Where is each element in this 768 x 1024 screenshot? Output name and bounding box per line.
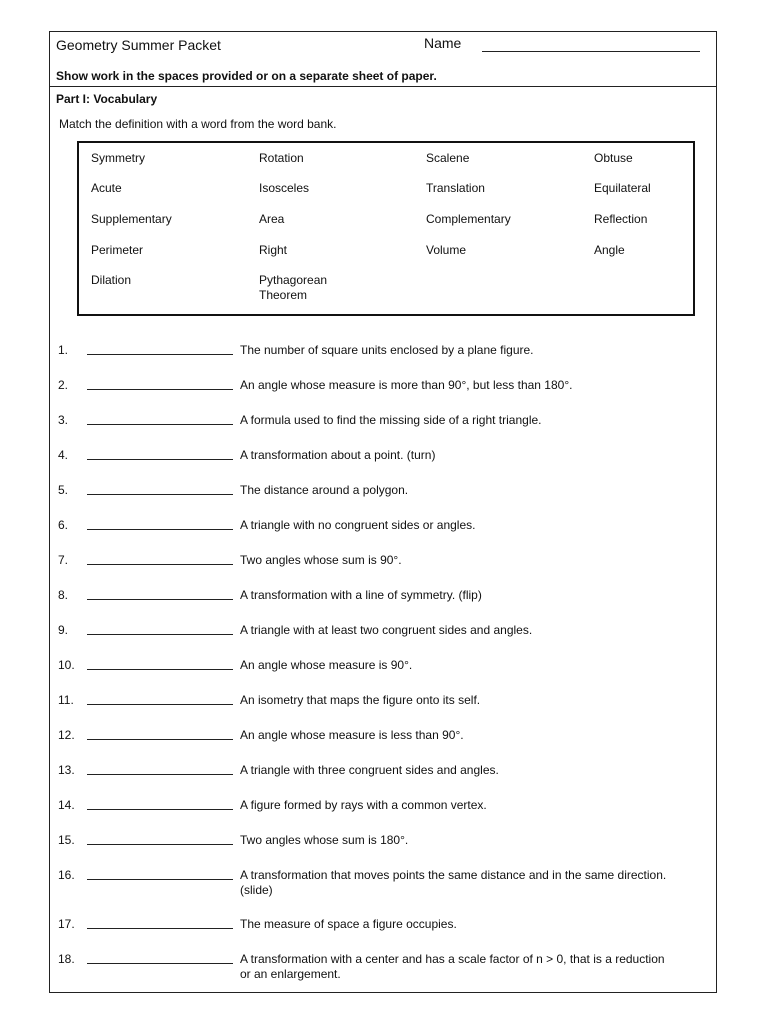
question-number: 4. [58,448,69,462]
question-number: 8. [58,588,69,602]
definition-text: The distance around a polygon. [240,483,409,497]
definition-text: The measure of space a figure occupies. [240,917,457,931]
answer-blank[interactable] [87,774,233,775]
question-number: 11. [58,693,74,707]
question-number: 14. [58,798,75,812]
question-number: 7. [58,553,69,567]
word-bank-term: Pythagorean Theorem [259,273,328,302]
definition-text: An angle whose measure is less than 90°. [240,728,464,742]
question-number: 5. [58,483,69,497]
word-bank-row [91,151,681,181]
answer-blank[interactable] [87,354,233,355]
word-bank-term: Translation [426,181,485,195]
answer-blank[interactable] [87,928,233,929]
definition-text: A transformation that moves points the same distance and in the same direction. (slide) [240,868,667,897]
word-bank-term: Supplementary [91,212,172,226]
question-number: 9. [58,623,69,637]
answer-blank[interactable] [87,459,233,460]
answer-blank[interactable] [87,564,233,565]
answer-blank[interactable] [87,424,233,425]
word-bank-term: Isosceles [259,181,310,195]
answer-blank[interactable] [87,704,233,705]
definition-text: An angle whose measure is more than 90°, but less than 180°. [240,378,573,392]
word-bank-term: Volume [426,243,467,257]
definition-text: A triangle with no congruent sides or angles. [240,518,476,532]
definition-text: An angle whose measure is 90°. [240,658,413,672]
question-number: 12. [58,728,75,742]
definition-text: A triangle with three congruent sides and angles. [240,763,499,777]
question-number: 17. [58,917,75,931]
word-bank-term: Area [259,212,285,226]
word-bank-term: Angle [594,243,625,257]
word-bank-term: Right [259,243,288,257]
worksheet-title: Geometry Summer Packet [56,37,221,53]
definition-text: A formula used to find the missing side of a right triangle. [240,413,542,427]
word-bank [77,141,695,316]
question-number: 18. [58,952,75,966]
answer-blank[interactable] [87,529,233,530]
definition-text: The number of square units enclosed by a plane figure. [240,343,534,357]
word-bank-term: Symmetry [91,151,145,165]
word-bank-term: Complementary [426,212,511,226]
word-bank-term: Dilation [91,273,132,287]
word-bank-term: Acute [91,181,122,195]
definition-text: An isometry that maps the figure onto its self. [240,693,481,707]
answer-blank[interactable] [87,844,233,845]
answer-blank[interactable] [87,879,233,880]
definition-text: Two angles whose sum is 90°. [240,553,402,567]
word-bank-row [91,243,681,273]
directions: Match the definition with a word from the word bank. [59,117,337,131]
question-number: 2. [58,378,69,392]
answer-blank[interactable] [87,599,233,600]
header-divider [50,86,716,87]
word-bank-term: Perimeter [91,243,144,257]
question-number: 1. [58,343,69,357]
definition-text: A transformation about a point. (turn) [240,448,436,462]
answer-blank[interactable] [87,809,233,810]
word-bank-row [91,273,681,303]
word-bank-row [91,212,681,242]
question-number: 16. [58,868,75,882]
definition-text: A figure formed by rays with a common vertex. [240,798,487,812]
question-number: 3. [58,413,69,427]
question-number: 10. [58,658,75,672]
question-number: 15. [58,833,75,847]
definition-text: A transformation with a line of symmetry. (flip) [240,588,482,602]
definition-text: A transformation with a center and has a scale factor of n > 0, that is a reduction or an enlargement. [240,952,665,981]
answer-blank[interactable] [87,669,233,670]
answer-blank[interactable] [87,739,233,740]
answer-blank[interactable] [87,634,233,635]
part-title: Part I: Vocabulary [56,92,158,106]
word-bank-row [91,181,681,211]
answer-blank[interactable] [87,963,233,964]
name-label: Name [424,35,462,51]
word-bank-term: Equilateral [594,181,651,195]
definition-text: A triangle with at least two congruent sides and angles. [240,623,533,637]
word-bank-term: Reflection [594,212,648,226]
word-bank-term: Scalene [426,151,470,165]
word-bank-term: Rotation [259,151,304,165]
worksheet [49,31,717,993]
question-number: 13. [58,763,75,777]
answer-blank[interactable] [87,389,233,390]
instructions: Show work in the spaces provided or on a separate sheet of paper. [56,69,437,83]
name-field-line[interactable] [482,51,700,52]
question-number: 6. [58,518,69,532]
word-bank-term: Obtuse [594,151,633,165]
definition-text: Two angles whose sum is 180°. [240,833,409,847]
answer-blank[interactable] [87,494,233,495]
